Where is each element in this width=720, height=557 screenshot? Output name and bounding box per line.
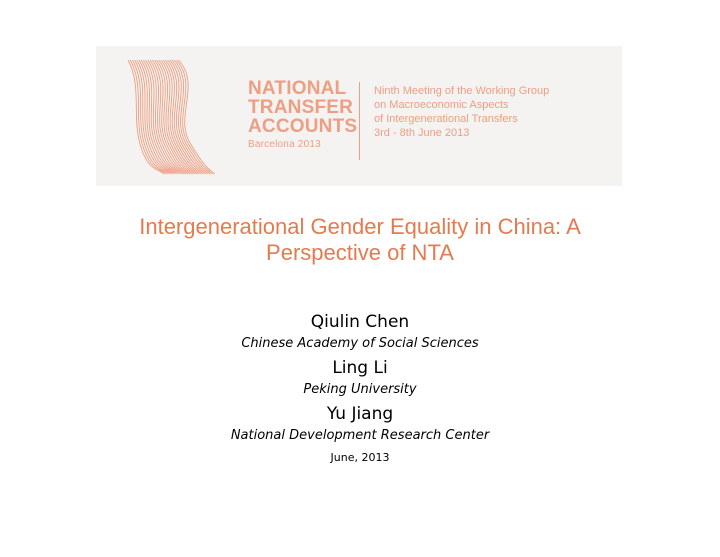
- author-name-3: Yu Jiang: [326, 404, 394, 424]
- title-line-2: Perspective of NTA: [266, 240, 454, 265]
- presentation-date: June, 2013: [330, 451, 390, 464]
- logo-line-3: ACCOUNTS: [248, 116, 358, 137]
- meeting-description: [374, 84, 549, 140]
- logo-line-2: TRANSFER: [248, 97, 354, 118]
- meeting-line-1: Ninth Meeting of the Working Group: [374, 85, 550, 97]
- logo-line-1: NATIONAL: [248, 78, 347, 99]
- title-line-1: Intergenerational Gender Equality in China: A: [139, 214, 581, 239]
- author-affiliation-3: National Development Research Center: [230, 428, 490, 443]
- conference-banner: [96, 46, 622, 186]
- logo-city: Barcelona 2013: [248, 139, 321, 150]
- meeting-line-4: 3rd - 8th June 2013: [374, 127, 470, 139]
- wave-logo-icon: [124, 56, 224, 176]
- nta-logo-text: [248, 79, 357, 152]
- banner-divider: [359, 82, 360, 160]
- meeting-line-2: on Macroeconomic Aspects: [374, 99, 509, 111]
- author-name-2: Ling Li: [332, 358, 388, 378]
- author-credits: [0, 312, 720, 465]
- author-affiliation-2: Peking University: [303, 382, 417, 397]
- slide-title: [40, 214, 680, 266]
- author-name-1: Qiulin Chen: [310, 312, 410, 332]
- author-affiliation-1: Chinese Academy of Social Sciences: [241, 336, 479, 351]
- meeting-line-3: of Intergenerational Transfers: [374, 113, 518, 125]
